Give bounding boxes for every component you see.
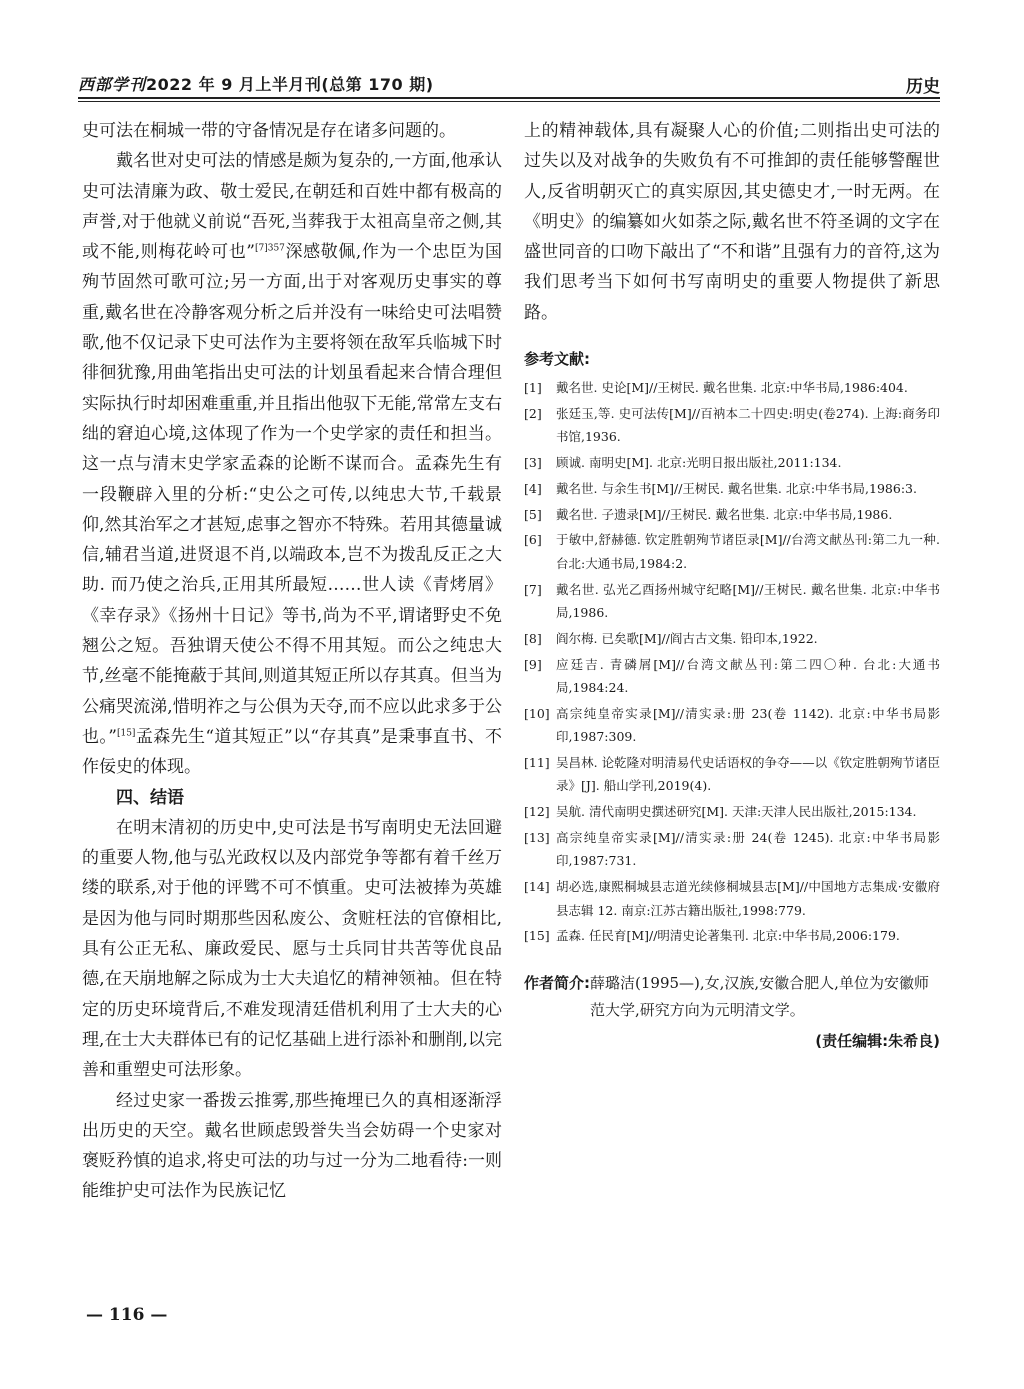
header-rule-thick [78,97,940,99]
reference-number: [15] [524,928,550,944]
author-bio [524,970,940,1025]
reference-item [524,826,940,873]
reference-number: [3] [524,455,542,471]
reference-number: [1] [524,380,542,396]
paragraph [82,146,502,782]
reference-number: [7] [524,581,542,597]
paragraph: 在明末清初的历史中,史可法是书写南明史无法回避的重要人物,他与弘光政权以及内部党争等都有着千丝万缕的联系,对于他的评骘不可不慎重。史可法被捧为英雄是因为他与同时期那些因私废公、贪赃枉法的官僚相比,具有公正无私、廉政爱民、愿与士兵同甘共苦等优良品德,在天崩地解之际成为士大夫追忆的精神领袖。但在特定的历史环境背后,不难发现清廷借机利用了士大夫的心理,在士大夫群体已有的记忆基础上进行添补和删削,以完善和重塑史可法形象。 [82,817,502,1081]
reference-number: [5] [524,506,542,522]
reference-item [524,451,940,474]
reference-text: 阎尔梅. 已矣歌[M]//阎古古文集. 铅印本,1922. [556,630,818,646]
paragraph: 上的精神载体,具有凝聚人心的价值;二则指出史可法的过失以及对战争的失败负有不可推卸的责任能够警醒世人,反省明朝灭亡的真实原因,其史德史才,一时无两。在《明史》的编纂如火如荼之际,戴名世不符圣调的文字在盛世同音的口吻下敲出了“不和谐”且强有力的音符,这为我们思考当下如何书写南明史的重要人物提供了新思路。 [524,121,940,323]
section-heading: 四、结语 [116,787,184,808]
left-column [82,116,502,1207]
journal-logo: 西部学刊 [78,75,147,94]
author-label: 作者简介: [524,973,590,992]
paragraph: 史可法在桐城一带的守备情况是存在诸多问题的。 [82,121,456,141]
reference-text: 高宗纯皇帝实录[M]//清实录:册 23(卷 1142). 北京:中华书局影印,1987:309. [556,705,940,745]
reference-text: 戴名世. 弘光乙酉扬州城守纪略[M]//王树民. 戴名世集. 北京:中华书局,1986. [556,581,940,621]
reference-item [524,578,940,625]
reference-text: 孟森. 任民育[M]//明清史论著集刊. 北京:中华书局,2006:179. [556,928,900,944]
right-column [524,116,940,1053]
author-text: 薛璐洁(1995—),女,汉族,安徽合肥人,单位为安徽师范大学,研究方向为元明清文学。 [590,973,929,1020]
responsible-editor: (责任编辑:朱希良) [815,1031,940,1050]
reference-item [524,653,940,700]
reference-text: 戴名世. 与余生书[M]//王树民. 戴名世集. 北京:中华书局,1986:3. [556,480,917,496]
reference-text: 应廷吉. 青磷屑[M]//台湾文献丛刊:第二四〇种. 台北:大通书局,1984:24. [556,656,940,696]
reference-text: 戴名世. 史论[M]//王树民. 戴名世集. 北京:中华书局,1986:404. [556,380,908,396]
references-list [524,376,940,948]
header-rule-thin [78,101,940,102]
reference-item [524,751,940,798]
reference-text: 高宗纯皇帝实录[M]//清实录:册 24(卷 1245). 北京:中华书局影印,1987:731. [556,830,940,869]
reference-item [524,402,940,449]
reference-number: [10] [524,705,550,721]
citation: [7]357 [254,243,285,254]
reference-number: [11] [524,755,550,771]
reference-item [524,627,940,650]
reference-item [524,875,940,922]
reference-text: 吴昌林. 论乾隆对明清易代史话语权的争夺——以《钦定胜朝殉节诸臣录》[J]. 船山学刊,2019(4). [556,755,940,794]
reference-text: 吴航. 清代南明史撰述研究[M]. 天津:天津人民出版社,2015:134. [556,804,917,820]
reference-text: 于敏中,舒赫德. 钦定胜朝殉节诸臣录[M]//台湾文献丛刊:第二九一种. 台北:大通书局,1984:2. [556,532,940,571]
reference-text: 顾诚. 南明史[M]. 北京:光明日报出版社,2011:134. [556,455,842,471]
reference-item [524,702,940,749]
reference-number: [6] [524,532,542,548]
reference-item [524,528,940,575]
reference-item [524,800,940,823]
paragraph-text: 孟森先生“道其短正”以“存其真”是秉事直书、不作佞史的体现。 [82,726,502,778]
reference-text: 戴名世. 子遗录[M]//王树民. 戴名世集. 北京:中华书局,1986. [556,506,893,522]
reference-number: [8] [524,630,542,646]
journal-title [78,72,434,95]
reference-number: [14] [524,879,550,895]
page-number: — 116 — [86,1305,168,1325]
reference-item [524,924,940,947]
reference-item [524,376,940,399]
issue-info: 2022 年 9 月上半月刊(总第 170 期) [146,75,434,94]
reference-number: [12] [524,804,550,820]
paragraph-text: 深感敬佩,作为一个忠臣为国殉节固然可歌可泣;另一方面,出于对客观历史事实的尊重,戴名世在冷静客观分析之后并没有一味给史可法唱赞歌,他不仅记录下史可法作为主要将领在敌军兵临城下时徘徊犹豫,用曲笔指出史可法的计划虽看起来合情合理但实际执行时却困难重重,并且指出他驭下无能,常常左支右绌的窘迫心境,这体现了作为一个史学家的责任和担当。这一点与清末史学家孟森的论断不谋而合。孟森先生有一段鞭辟入里的分析:“史公之可传,以纯忠大节,千载景仰,然其治军之才甚短,虑事之智亦不特殊。若用其德量诚信,辅君当道,进贤退不肖,以端政本,岂不为拨乱反正之大助. 而乃使之治兵,正用其所最短……世人读《青烤屑》《幸存录》《扬州十日记》等书,尚为不平,谓诸野史不免翘公之短。吾独谓天使公不得不用其短。而公之纯忠大节,丝毫不能掩蔽于其间,则道其短正所以存其真。但当为公痛哭流涕,惜明祚之与公俱为天夺,而不应以此求多于公也。” [82,242,502,747]
section-label: 历史 [906,77,940,97]
reference-number: [4] [524,480,542,496]
paragraph-text: 戴名世对史可法的情感是颇为复杂的,一方面,他承认史可法清廉为政、敬士爱民,在朝廷和百姓中都有极高的声誉,对于他就义前说“吾死,当葬我于太祖高皇帝之侧,其或不能,则梅花岭可也” [82,151,502,263]
reference-number: [9] [524,656,542,672]
references-title: 参考文献: [524,350,590,369]
citation: [15] [116,728,136,739]
reference-text: 张廷玉,等. 史可法传[M]//百衲本二十四史:明史(卷274). 上海:商务印书馆,1936. [556,405,940,445]
reference-number: [2] [524,405,542,421]
reference-number: [13] [524,830,550,846]
reference-item [524,503,940,526]
page-header [78,70,940,98]
paragraph: 经过史家一番拨云推雾,那些掩埋已久的真相逐渐浮出历史的天空。戴名世顾虑毁誉失当会妨碍一个史家对褒贬矜慎的追求,将史可法的功与过一分为二地看待:一则能维护史可法作为民族记忆 [82,1090,502,1202]
reference-text: 胡必选,康熙桐城县志道光续修桐城县志[M]//中国地方志集成·安徽府县志辑 12. 南京:江苏古籍出版社,1998:779. [556,879,940,918]
reference-item [524,477,940,500]
